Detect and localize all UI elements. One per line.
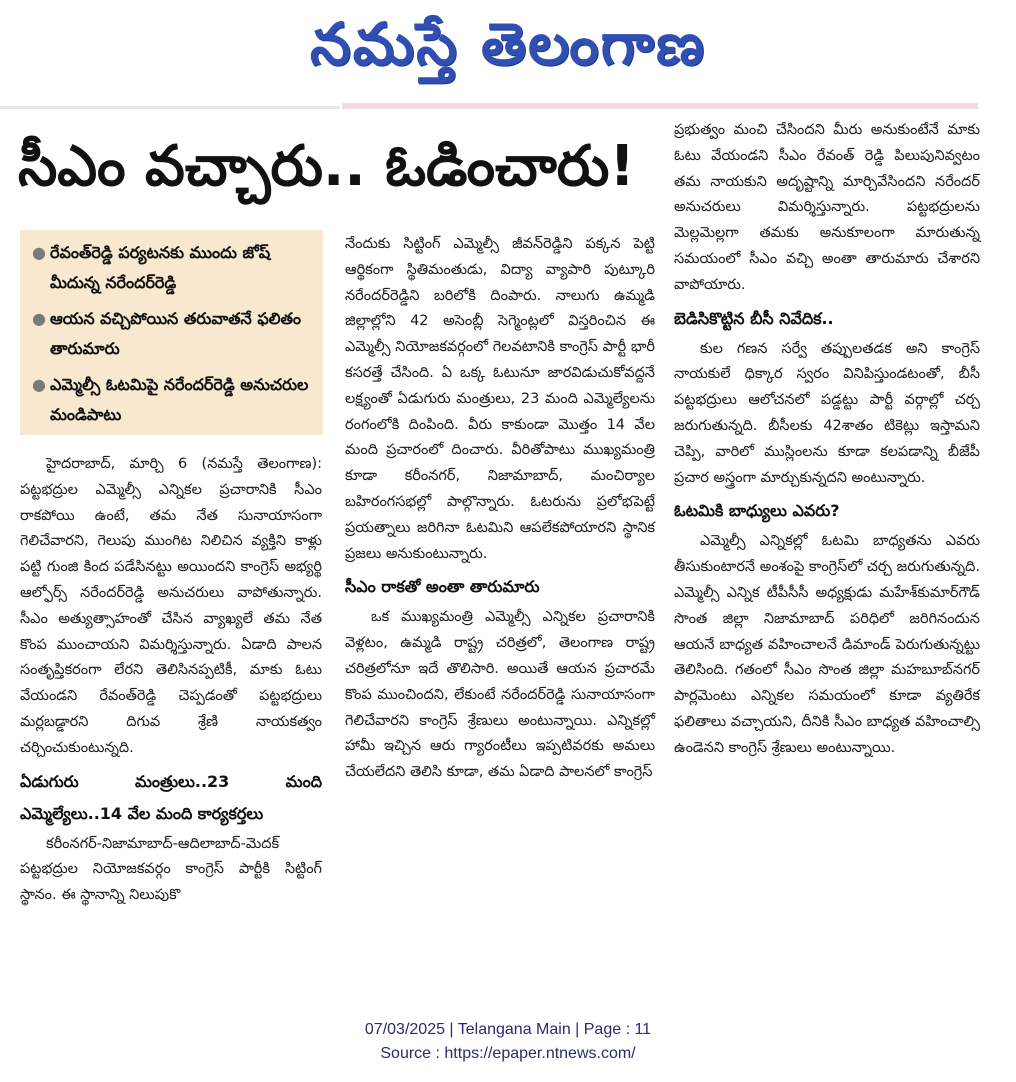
article-column-3 bbox=[674, 118, 980, 762]
highlight-item bbox=[32, 238, 313, 298]
article-headline: సీఎం వచ్చారు.. ఓడించారు! bbox=[18, 134, 635, 199]
body-paragraph: ఎమ్మెల్సీ ఎన్నికల్లో ఓటమి బాధ్యతను ఎవరు తీసుకుంటారనే అంశంపై కాంగ్రెస్‌లో చర్చ జరుగుతున్నది. ఎమ్మెల్సీ ఎన్నిక టీపీసీసీ అధ్యక్షుడు మహేశ్‌కుమార్‌గౌడ్ సొంత జిల్లా నిజామాబాద్ పరిధిలో జరిగినందున ఆయనే బాధ్యత వహించాలనే డిమాండ్ పెరుగుతున్నట్టు తెలిసింది. గతంలో సీఎం సొంత జిల్లా మహబూబ్‌నగర్ పార్లమెంటు ఎన్నికల సమయంలో కూడా వ్యతిరేక ఫలితాలు వచ్చాయని, దీనికి సీఎం బాధ్యత వహించాల్సి ఉండెనని కాంగ్రెస్ శ్రేణులు అంటున్నాయి. bbox=[674, 533, 980, 756]
bullet-icon: ● bbox=[32, 375, 46, 394]
highlight-text: రేవంత్‌రెడ్డి పర్యటనకు ముందు జోష్ మీదున్న నరేందర్‌రెడ్డి bbox=[50, 243, 271, 292]
highlight-item bbox=[32, 304, 313, 364]
bullet-icon: ● bbox=[32, 309, 46, 328]
section-subhead: సీఎం రాకతో అంతా తారుమారు bbox=[345, 577, 540, 597]
masthead bbox=[0, 0, 1016, 100]
bullet-icon: ● bbox=[32, 243, 46, 262]
masthead-divider-left bbox=[0, 106, 340, 109]
body-paragraph: నేందుకు సిట్టింగ్ ఎమ్మెల్సీ జీవన్‌రెడ్డిని పక్కన పెట్టి ఆర్థికంగా స్థితిమంతుడు, విద్యా వ్యాపారి పుట్కూరి నరేందర్‌రెడ్డిని బరిలోకి దింపారు. నాలుగు ఉమ్మడి జిల్లాల్లోని 42 అసెంబ్లీ సెగ్మెంట్లలో విస్తరించిన ఈ ఎమ్మెల్సీ నియోజకవర్గంలో గెలవటానికి కాంగ్రెస్ పార్టీ భారీ కసరత్తే చేసింది. ఏ ఒక్క ఓటునూ జారవిడుచుకోవద్దనే లక్ష్యంతో ఏడుగురు మంత్రులు, 23 మంది ఎమ్మెల్యేలను రంగంలోకి దింపింది. వీరు కాకుండా మొత్తం 14 వేల మంది ప్రచారంలో దించారు. వీరితోపాటు ముఖ్యమంత్రి కూడా కరీంనగర్, నిజామాబాద్, మంచిర్యాల బహిరంగసభల్లో పాల్గొన్నారు. ఓటరును ప్రలోభపెట్టే ప్రయత్నాలు జరిగినా ఓటమిని ఆపలేకపోయారని స్థానిక ప్రజలు అనుకుంటున్నారు. bbox=[345, 236, 655, 562]
body-paragraph: కుల గణన సర్వే తప్పులతడక అని కాంగ్రెస్ నాయకులే ధిక్కార స్వరం వినిపిస్తుండటంతో, బీసీ పట్టభద్రులు ఆలోచనలో పడ్డట్టు పార్టీ వర్గాల్లో చర్చ జరుగుతున్నది. బీసీలకు 42శాతం టికెట్లు ఇస్తామని చెప్పి, వారిలో ముస్లింలను కూడా కలపడాన్ని బీజేపీ ప్రచార అస్త్రంగా మార్చుకున్నదని అంటున్నారు. bbox=[674, 340, 980, 486]
article-column-2 bbox=[345, 232, 655, 786]
section-subhead: ఓటమికి బాధ్యులు ఎవరు? bbox=[674, 501, 840, 521]
article-column-1 bbox=[20, 452, 322, 909]
body-paragraph: ఒక ముఖ్యమంత్రి ఎమ్మెల్సీ ఎన్నికల ప్రచారానికి వెళ్లటం, ఉమ్మడి రాష్ట్ర చరిత్రలో, తెలంగాణ రాష్ట్ర చరిత్రలోనూ ఇదే తొలిసారి. అయితే ఆయన ప్రచారమే కొంప ముంచిందని, లేకుంటే నరేందర్‌రెడ్డి సునాయాసంగా గెలిచేవారని కాంగ్రెస్ శ్రేణులు అంటున్నాయి. ఎన్నికల్లో హామీ ఇచ్చిన ఆరు గ్యారంటీలు ఇప్పటివరకు అమలు చేయలేదని తెలిసి కూడా, తమ ఏడాది పాలనలో కాంగ్రెస్ bbox=[345, 609, 655, 781]
highlights-box bbox=[20, 230, 323, 435]
source-link[interactable]: Source : https://epaper.ntnews.com/ bbox=[380, 1045, 636, 1062]
highlight-text: ఆయన వచ్చిపోయిన తరువాతనే ఫలితం తారుమారు bbox=[50, 309, 302, 358]
newspaper-logo: నమస్తే తెలంగాణ bbox=[310, 10, 706, 78]
section-subhead: ఏడుగురు మంత్రులు..23 మంది ఎమ్మెల్యేలు..14 వేల మంది కార్యకర్తలు bbox=[20, 771, 322, 823]
highlight-text: ఎమ్మెల్సీ ఓటమిపై నరేందర్‌రెడ్డి అనుచరుల మండిపాటు bbox=[50, 375, 309, 424]
section-subhead: బెడిసికొట్టిన బీసీ నివేదిక.. bbox=[674, 308, 834, 328]
body-paragraph: ప్రభుత్వం మంచి చేసిందని మీరు అనుకుంటేనే మాకు ఓటు వేయండని సీఎం రేవంత్ రెడ్డి పిలుపునివ్వటం తమ నాయకుని అదృష్టాన్ని మార్చివేసిందని నరేందర్ అనుచరులు విమర్శిస్తున్నారు. పట్టభద్రులను మెల్లమెల్లగా తమకు అనుకూలంగా మారుతున్న సమయంలో సీఎం వచ్చి అంతా తారుమారు చేశారని వాపోయారు. bbox=[674, 122, 980, 293]
body-paragraph: హైదరాబాద్, మార్చి 6 (నమస్తే తెలంగాణ): పట్టభద్రుల ఎమ్మెల్సీ ఎన్నికల ప్రచారానికి సీఎం రాకపోయి ఉంటే, తమ నేత సునాయాసంగా గెలిచేవారని, గెలుపు ముంగిట నిలిచిన వ్యక్తిని కాళ్లు పట్టి గుంజి కింద పడేసినట్టు అయిందని కాంగ్రెస్ అభ్యర్థి ఆల్ఫోర్స్ నరేందర్‌రెడ్డి అనుచరులు వాపోతున్నారు. సీఎం అత్యుత్సాహంతో చేసిన వ్యాఖ్యలే తమ నేత కొంప ముంచాయని విమర్శిస్తున్నారు. ఏడాది పాలన సంతృప్తికరంగా లేరని తెలిసినప్పటికీ, మాకు ఓటు వేయండని రేవంత్‌రెడ్డి చెప్పడంతో పట్టభద్రులు మర్లబడ్డారని దిగువ శ్రేణి నాయకత్వం చర్చించుకుంటున్నది. bbox=[20, 456, 322, 756]
body-paragraph: కరీంనగర్-నిజామాబాద్-ఆదిలాబాద్-మెదక్ పట్టభద్రుల నియోజకవర్గం కాంగ్రెస్ పార్టీకి సిట్టింగ్ స్థానం. ఈ స్థానాన్ని నిలుపుకొ bbox=[20, 835, 322, 904]
masthead-divider-right bbox=[342, 103, 978, 109]
highlight-item bbox=[32, 370, 313, 430]
page-footer bbox=[0, 1018, 1016, 1066]
edition-info: 07/03/2025 | Telangana Main | Page : 11 bbox=[364, 1021, 652, 1038]
